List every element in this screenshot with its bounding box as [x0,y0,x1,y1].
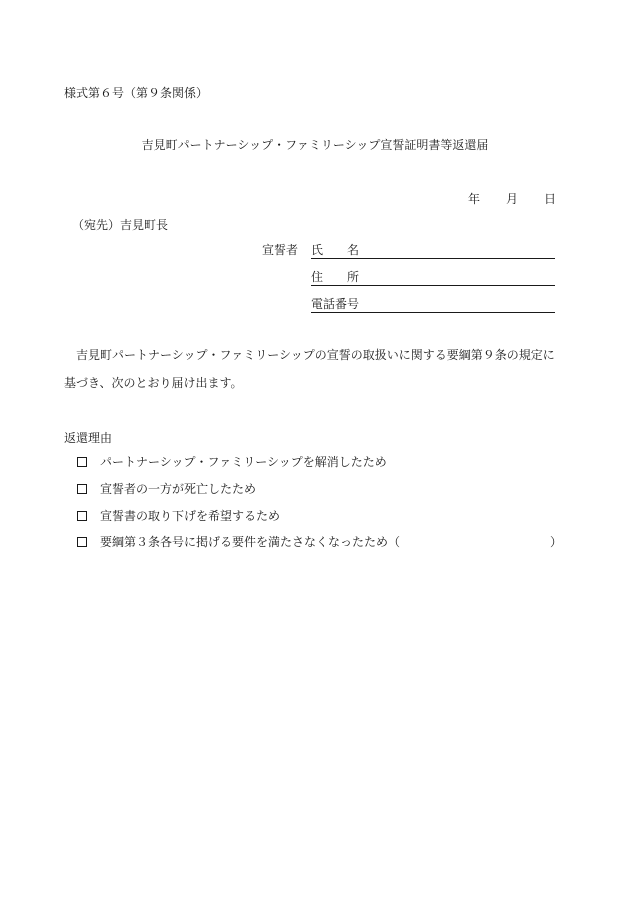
reason-label: 要綱第３条各号に掲げる要件を満たさなくなったため（ [100,535,401,549]
address-field[interactable] [311,271,555,286]
reason-item [77,535,563,550]
form-number: 様式第６号（第９条関係） [64,86,209,100]
reasons-heading: 返還理由 [64,431,113,445]
date-day-label: 日 [544,192,557,206]
reason-label: パートナーシップ・ファミリーシップを解消したため [100,455,387,469]
checkbox[interactable] [77,484,87,494]
checkbox[interactable] [77,457,87,467]
reason-label: 宣誓者の一方が死亡したため [100,482,257,496]
name-label-part-2: 名 [347,243,360,257]
body-text-line-1: 吉見町パートナーシップ・ファミリーシップの宣誓の取扱いに関する要綱第９条の規定に [76,348,555,362]
body-text-line-2: 基づき、次のとおり届け出ます。 [64,376,243,390]
date-month-label: 月 [506,192,519,206]
address-label-part-1: 住 [311,270,324,284]
document-title: 吉見町パートナーシップ・ファミリーシップ宣誓証明書等返還届 [141,138,489,152]
name-label-part-1: 氏 [311,243,324,257]
declarant-label: 宣誓者 [262,243,299,257]
date-year-label: 年 [468,192,481,206]
phone-label: 電話番号 [311,297,360,311]
addressee: （宛先）吉見町長 [72,218,169,232]
reason-label: 宣誓書の取り下げを希望するため [100,509,281,523]
checkbox[interactable] [77,511,87,521]
name-field[interactable] [311,244,555,259]
reason-close-paren: ） [550,535,563,549]
address-label-part-2: 所 [347,270,360,284]
phone-field[interactable] [311,298,555,313]
checkbox[interactable] [77,537,87,547]
